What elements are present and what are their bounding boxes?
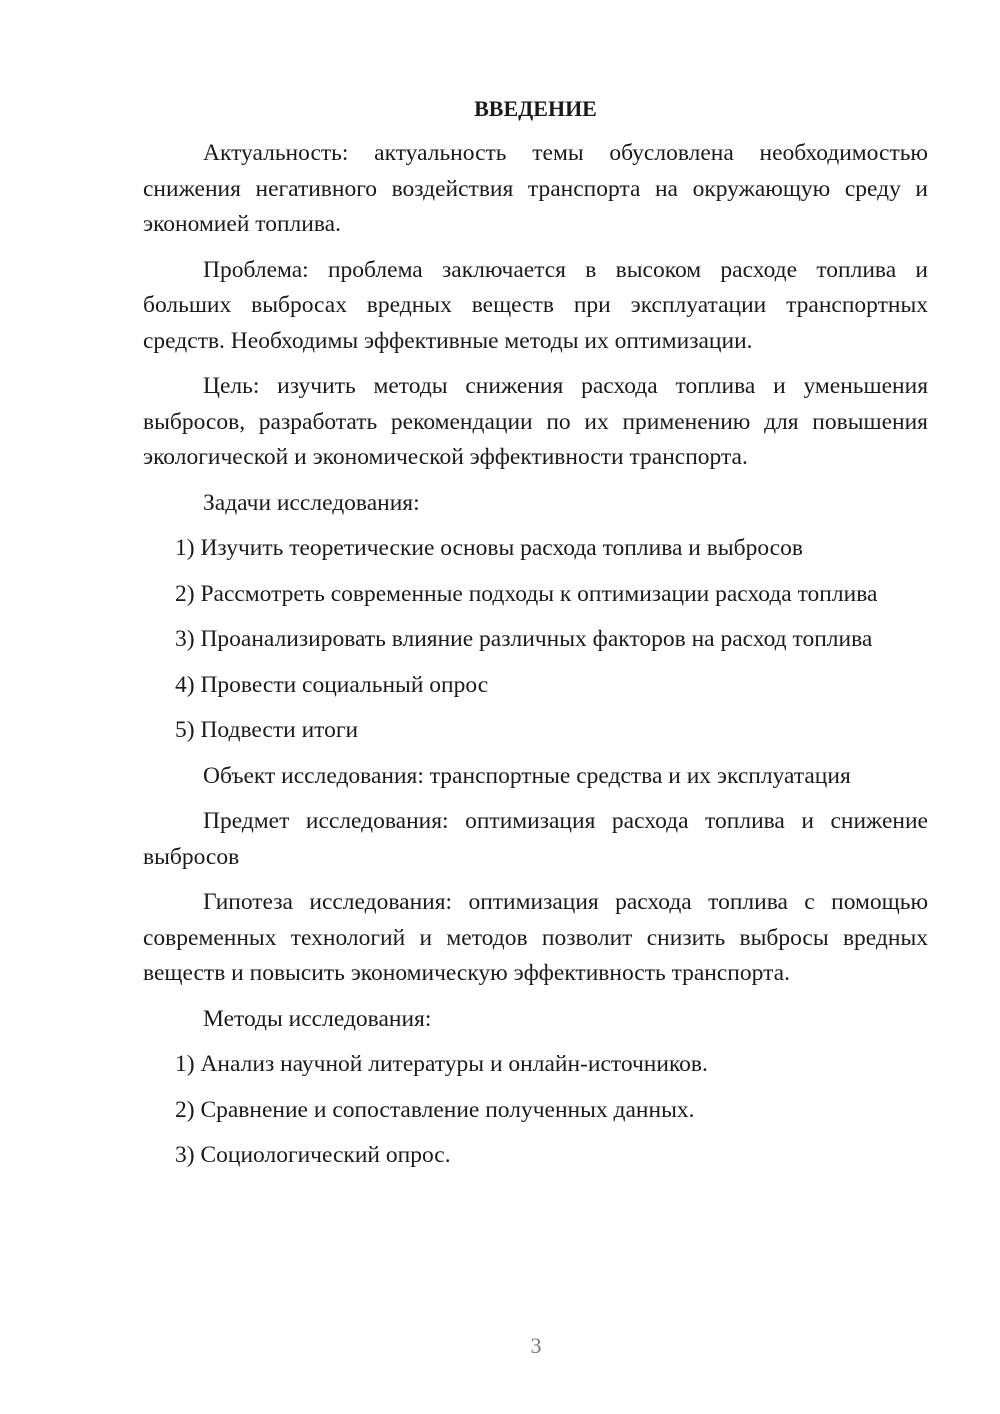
paragraph-line: Методы исследования: — [203, 1005, 432, 1032]
paragraph-line: Задачи исследования: — [203, 489, 420, 516]
paragraph-line: экологической и экономической эффективности транспорта. — [143, 444, 748, 470]
goal-paragraph — [143, 369, 928, 476]
list-item: 5) Подвести итоги — [175, 717, 359, 743]
paragraph-line: Актуальность: актуальность темы обусловлена необходимостью — [203, 140, 928, 166]
tasks-heading — [143, 486, 928, 522]
paragraph-line: Предмет исследования: оптимизация расхода топлива и снижение — [203, 808, 928, 834]
problem-paragraph — [143, 253, 928, 360]
object-paragraph — [143, 759, 928, 795]
paragraph-line: снижения негативного воздействия транспорта на окружающую среду и — [143, 175, 928, 202]
section-heading: ВВЕДЕНИЕ — [474, 96, 597, 121]
paragraph-line: Гипотеза исследования: оптимизация расхода топлива с помощью — [203, 889, 928, 915]
methods-heading — [143, 1002, 928, 1038]
paragraph-line: Объект исследования: транспортные средства и их эксплуатация — [203, 762, 851, 789]
list-item: 1) Анализ научной литературы и онлайн-источников. — [175, 1051, 708, 1077]
list-item: 3) Проанализировать влияние различных факторов на расход топлива — [175, 626, 873, 652]
paragraph-line: Цель: изучить методы снижения расхода топлива и уменьшения — [203, 373, 928, 399]
relevance-paragraph — [143, 136, 928, 243]
hypothesis-paragraph — [143, 885, 928, 992]
paragraph-line: выбросов, разработать рекомендации по их применению для повышения — [143, 408, 928, 435]
paragraph-line: экономией топлива. — [143, 211, 341, 237]
document-body — [143, 94, 928, 1184]
list-item: 3) Социологический опрос. — [175, 1142, 451, 1168]
paragraph-line: средств. Необходимы эффективные методы их оптимизации. — [143, 327, 753, 354]
paragraph-line: больших выбросах вредных веществ при эксплуатации транспортных — [143, 292, 928, 318]
list-item: 2) Сравнение и сопоставление полученных данных. — [175, 1096, 695, 1123]
paragraph-line: выбросов — [143, 843, 240, 870]
list-item: 1) Изучить теоретические основы расхода топлива и выбросов — [175, 535, 803, 561]
paragraph-line: веществ и повысить экономическую эффективность транспорта. — [143, 960, 790, 986]
paragraph-line: Проблема: проблема заключается в высоком расходе топлива и — [203, 256, 928, 283]
paragraph-line: современных технологий и методов позволит снизить выбросы вредных — [143, 924, 928, 951]
list-item: 2) Рассмотреть современные подходы к оптимизации расхода топлива — [175, 580, 878, 607]
list-item: 4) Провести социальный опрос — [175, 671, 489, 698]
subject-paragraph — [143, 804, 928, 875]
page-number: 3 — [530, 1333, 542, 1358]
